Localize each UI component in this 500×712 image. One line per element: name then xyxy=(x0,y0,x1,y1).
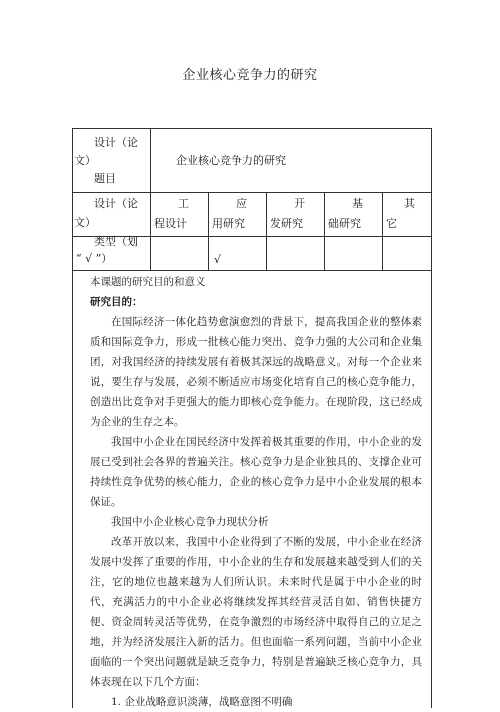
table-col-divider xyxy=(150,128,151,270)
type-applied-research-a: 应 xyxy=(236,197,247,210)
check-mark: √ xyxy=(214,253,222,266)
type-other-b: 它 xyxy=(386,217,397,230)
page-title: 企业核心竞争力的研究 xyxy=(182,68,318,83)
type-applied-research-b: 用研究 xyxy=(212,217,245,230)
paragraph-1: 在国际经济一体化趋势愈演愈烈的背景下，提高我国企业的整体素质和国际竞争力，形成一批核心能力突出、竞争力强的大公司和企业集团，对我国经济的持续发展有着极其深远的战略意义。对每一个企业来说，要生存与发展，必须不断适应市场变化培育自己的核心竞争能力，创造出比竞争对手更强大的能力即核心竞争能力。在现阶段，这已经成为企业的生存之本。 xyxy=(90,316,422,428)
table-border-top xyxy=(72,128,432,129)
table-row-divider xyxy=(72,192,432,193)
table-col-divider xyxy=(208,192,209,270)
table-col-divider xyxy=(324,192,325,270)
paragraph-2: 我国中小企业在国民经济中发挥着极其重要的作用，中小企业的发展已受到社会各界的普遍关注。核心竞争力是企业独具的、支撑企业可持续性竞争优势的核心能力，企业的核心竞争力是中小企业发展的根本保证。 xyxy=(90,436,422,508)
paragraph-4: 改革开放以来，我国中小企业得到了不断的发展，中小企业在经济发展中发挥了重要的作用，中小企业的生存和发展越来越受到人们的关注，它的地位也越来越为人们所认识。未来时代是属于中小企业的时代，充满活力的中小企业必将继续发挥其经营灵活自如、销售快捷方便、资金周转灵活等优势，在竞争激烈的市场经济中取得自己的立足之地，并为经济发展注入新的活力。但也面临一系列问题，当前中小企业面临的一个突出问题就是缺乏竞争力，特别是普遍缺乏核心竞争力，具体表现在以下几个方面： xyxy=(90,536,422,688)
section-heading: 本课题的研究目的和意义 xyxy=(90,276,206,288)
table-row-divider xyxy=(72,270,432,271)
type-engineering-design-b: 程设计 xyxy=(154,217,187,230)
type-basic-research-a: 基 xyxy=(352,197,363,210)
table-border-right xyxy=(431,128,432,708)
table-col-divider xyxy=(266,192,267,270)
title-label-line1: 设计（论 xyxy=(94,136,138,149)
paragraph-3: 我国中小企业核心竞争力现状分析 xyxy=(111,516,269,528)
thesis-title-value: 企业核心竞争力的研究 xyxy=(176,154,286,167)
type-basic-research-b: 础研究 xyxy=(328,217,361,230)
table-col-divider xyxy=(382,192,383,270)
paragraph-5: 1. 企业战略意识淡薄，战略意图不明确 xyxy=(111,696,293,708)
purpose-label: 研究目的： xyxy=(90,296,143,308)
title-label-line2: 文） xyxy=(74,154,96,167)
type-label-line4: “ √ ”） xyxy=(76,252,113,265)
type-other-a: 其 xyxy=(404,197,415,210)
type-label-line3: 类型（划 xyxy=(94,235,138,248)
type-development-research-a: 开 xyxy=(294,197,305,210)
table-border-left xyxy=(72,128,73,708)
title-label-line3: 题目 xyxy=(94,172,116,185)
type-label-line2: 文） xyxy=(74,216,96,229)
type-engineering-design-a: 工 xyxy=(178,197,189,210)
research-content xyxy=(90,272,422,712)
type-development-research-b: 发研究 xyxy=(270,217,303,230)
type-label-line1: 设计（论 xyxy=(94,197,138,210)
